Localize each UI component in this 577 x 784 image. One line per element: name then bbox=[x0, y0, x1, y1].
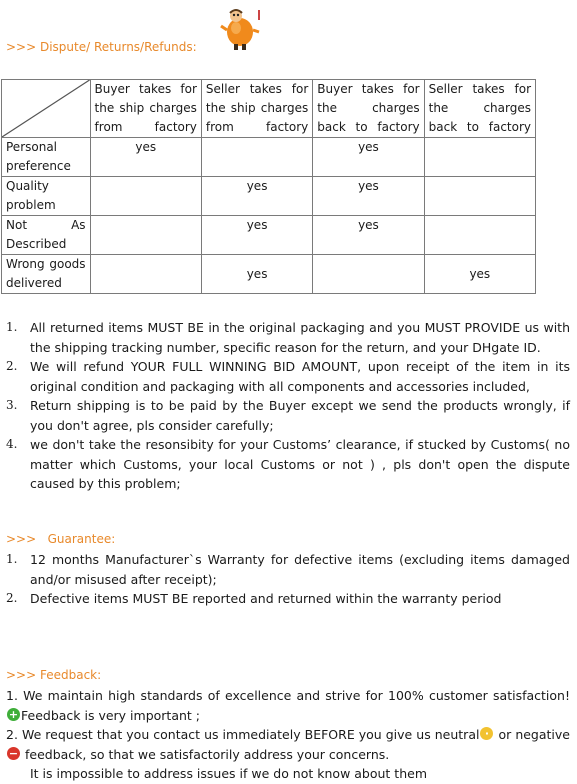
table-cell: yes bbox=[201, 216, 312, 255]
dispute-policy-table bbox=[1, 79, 536, 294]
negative-feedback-icon: − bbox=[8, 746, 19, 760]
list-number: 1. bbox=[6, 320, 18, 334]
table-cell bbox=[424, 216, 535, 255]
list-item bbox=[0, 589, 570, 609]
table-cell: yes bbox=[313, 216, 424, 255]
table-row bbox=[2, 216, 536, 255]
table-cell bbox=[90, 216, 201, 255]
feedback-text: feedback, so that we satisfactorily address your concerns. bbox=[24, 746, 390, 762]
feedback-paragraph-1 bbox=[6, 686, 570, 725]
table-cell: yes bbox=[90, 138, 201, 177]
list-number: 3. bbox=[6, 398, 18, 412]
list-item bbox=[0, 435, 570, 494]
row-label: Wrong goods delivered bbox=[2, 255, 91, 294]
list-number: 1. bbox=[6, 552, 18, 566]
list-number: 4. bbox=[6, 437, 18, 451]
list-item-text: We will refund YOUR FULL WINNING BID AMOUNT, upon receipt of the item in its original condition and packaging with all components and accessories included, bbox=[30, 359, 570, 394]
feedback-section bbox=[6, 686, 570, 784]
table-cell bbox=[424, 177, 535, 216]
list-item-text: we don't take the resonsibity for your Customs’ clearance, if stucked by Customs( no matter which Customs, your local Customs or not ) , pls don't open the dispute caused by this problem; bbox=[30, 437, 570, 491]
guarantee-heading: >>> Guarantee: bbox=[6, 532, 116, 546]
table-header-cell: Seller takes for the ship charges from factory bbox=[201, 80, 312, 138]
neutral-feedback-icon: · bbox=[480, 727, 493, 740]
table-cell bbox=[90, 255, 201, 294]
table-cell bbox=[90, 177, 201, 216]
feedback-text: 1. We maintain high standards of excellence and strive for 100% customer satisfaction! bbox=[6, 688, 570, 703]
table-cell: yes bbox=[313, 177, 424, 216]
list-item bbox=[0, 396, 570, 435]
feedback-text: Feedback is very important ; bbox=[21, 707, 200, 723]
list-number: 2. bbox=[6, 591, 18, 605]
list-item bbox=[0, 357, 570, 396]
feedback-paragraph-3: It is impossible to address issues if we do not know about them bbox=[30, 766, 427, 781]
table-cell bbox=[313, 255, 424, 294]
list-item-text: Return shipping is to be paid by the Buyer except we send the products wrongly, if you don't agree, pls consider carefully; bbox=[30, 398, 570, 433]
feedback-heading: >>> Feedback: bbox=[6, 668, 102, 682]
table-header-row bbox=[2, 80, 536, 138]
table-row bbox=[2, 138, 536, 177]
returns-policy-list bbox=[0, 318, 570, 494]
diagonal-divider bbox=[2, 80, 90, 137]
row-label: Quality problem bbox=[2, 177, 91, 216]
table-row bbox=[2, 255, 536, 294]
table-cell bbox=[424, 138, 535, 177]
list-item-text: All returned items MUST BE in the original packaging and you MUST PROVIDE us with the shipping tracking number, specific reason for the return, and your DHgate ID. bbox=[30, 320, 570, 355]
cartoon-mascot-icon bbox=[216, 4, 264, 52]
table-cell: yes bbox=[201, 177, 312, 216]
row-label: Not As Described bbox=[2, 216, 91, 255]
list-item bbox=[0, 318, 570, 357]
table-header-cell: Buyer takes for the charges back to factory bbox=[313, 80, 424, 138]
table-corner-cell bbox=[2, 80, 91, 138]
list-item-text: Defective items MUST BE reported and returned within the warranty period bbox=[30, 591, 502, 606]
table-cell bbox=[201, 138, 312, 177]
row-label: Personal preference bbox=[2, 138, 91, 177]
dispute-heading: >>> Dispute/ Returns/Refunds: bbox=[6, 40, 197, 54]
positive-feedback-icon: + bbox=[8, 707, 19, 721]
list-item bbox=[0, 550, 570, 589]
table-header-cell: Seller takes for the charges back to factory bbox=[424, 80, 535, 138]
table-row bbox=[2, 177, 536, 216]
feedback-text: 2. We request that you contact us immediately BEFORE you give us neutral bbox=[6, 727, 480, 742]
list-number: 2. bbox=[6, 359, 18, 373]
table-header-cell: Buyer takes for the ship charges from factory bbox=[90, 80, 201, 138]
table-cell: yes bbox=[313, 138, 424, 177]
table-cell: yes bbox=[201, 255, 312, 294]
table-cell: yes bbox=[424, 255, 535, 294]
list-item-text: 12 months Manufacturer`s Warranty for defective items (excluding items damaged and/or misused after receipt); bbox=[30, 552, 570, 587]
guarantee-list bbox=[0, 550, 570, 609]
feedback-paragraph-2 bbox=[6, 725, 570, 764]
feedback-text: or negative bbox=[498, 727, 570, 742]
